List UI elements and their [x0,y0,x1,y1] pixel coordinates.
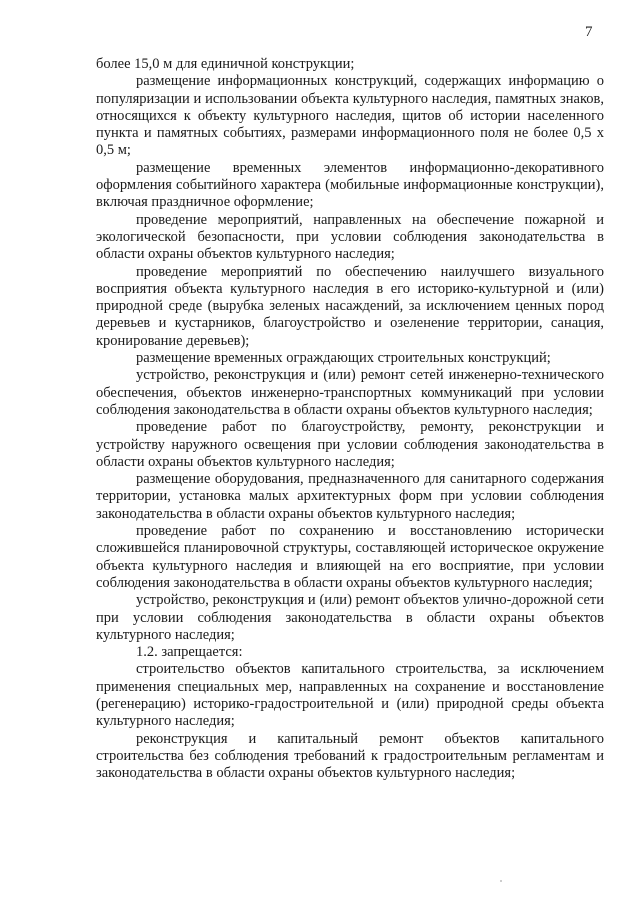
paragraph: реконструкция и капитальный ремонт объектов капитального строительства без соблюдения требований к градостроительным регламентам и законодательства в области охраны объектов культурного наследия; [96,730,604,782]
paragraph: проведение мероприятий по обеспечению наилучшего визуального восприятия объекта культурного наследия в его историко-культурной и (или) природной среде (вырубка зеленых насаждений, за исключением ценных пород деревьев и кустарников, благоустройство и озеленение территории, санация, кронирование деревьев); [96,263,604,349]
paragraph: устройство, реконструкция и (или) ремонт объектов улично-дорожной сети при условии соблюдения законодательства в области охраны объектов культурного наследия; [96,592,604,643]
paragraph: размещение оборудования, предназначенного для санитарного содержания территории, установка малых архитектурных форм при условии соблюдения законодательства в области охраны объектов культурного наследия; [96,471,604,522]
paragraph-continuation: более 15,0 м для единичной конструкции; [96,56,355,72]
paragraph: проведение работ по сохранению и восстановлению исторически сложившейся планировочной структуры, составляющей историческое окружение объекта культурного наследия и влияющей на его восприятие, при условии соблюдения законодательства в области охраны объектов культурного наследия; [96,523,604,591]
document-body [96,56,604,782]
scan-speck [500,880,502,882]
paragraph: размещение временных ограждающих строительных конструкций; [136,350,551,367]
paragraph: размещение информационных конструкций, содержащих информацию о популяризации и использовании объекта культурного наследия, памятных знаков, относящихся к объекту культурного наследия, щитов об истории населенного пункта и памятных событиях, размерами информационного поля не более 0,5 х 0,5 м; [96,73,604,159]
paragraph: проведение мероприятий, направленных на обеспечение пожарной и экологической безопасности, при условии соблюдения законодательства в области охраны объектов культурного наследия; [96,211,604,263]
paragraph: размещение временных элементов информационно-декоративного оформления событийного характера (мобильные информационные конструкции), включая праздничное оформление; [96,159,604,211]
paragraph: проведение работ по благоустройству, ремонту, реконструкции и устройству наружного освещения при условии соблюдения законодательства в области охраны объектов культурного наследия; [96,419,604,470]
paragraph: устройство, реконструкция и (или) ремонт сетей инженерно-технического обеспечения, объектов инженерно-транспортных коммуникаций при условии соблюдения законодательства в области охраны объектов культурного наследия; [96,367,604,418]
section-heading: 1.2. запрещается: [136,644,243,661]
page-number: 7 [585,24,593,40]
paragraph: строительство объектов капитального строительства, за исключением применения специальных мер, направленных на сохранение и восстановление (регенерацию) историко-градостроительной и (или) природной среды объекта культурного наследия; [96,661,604,730]
